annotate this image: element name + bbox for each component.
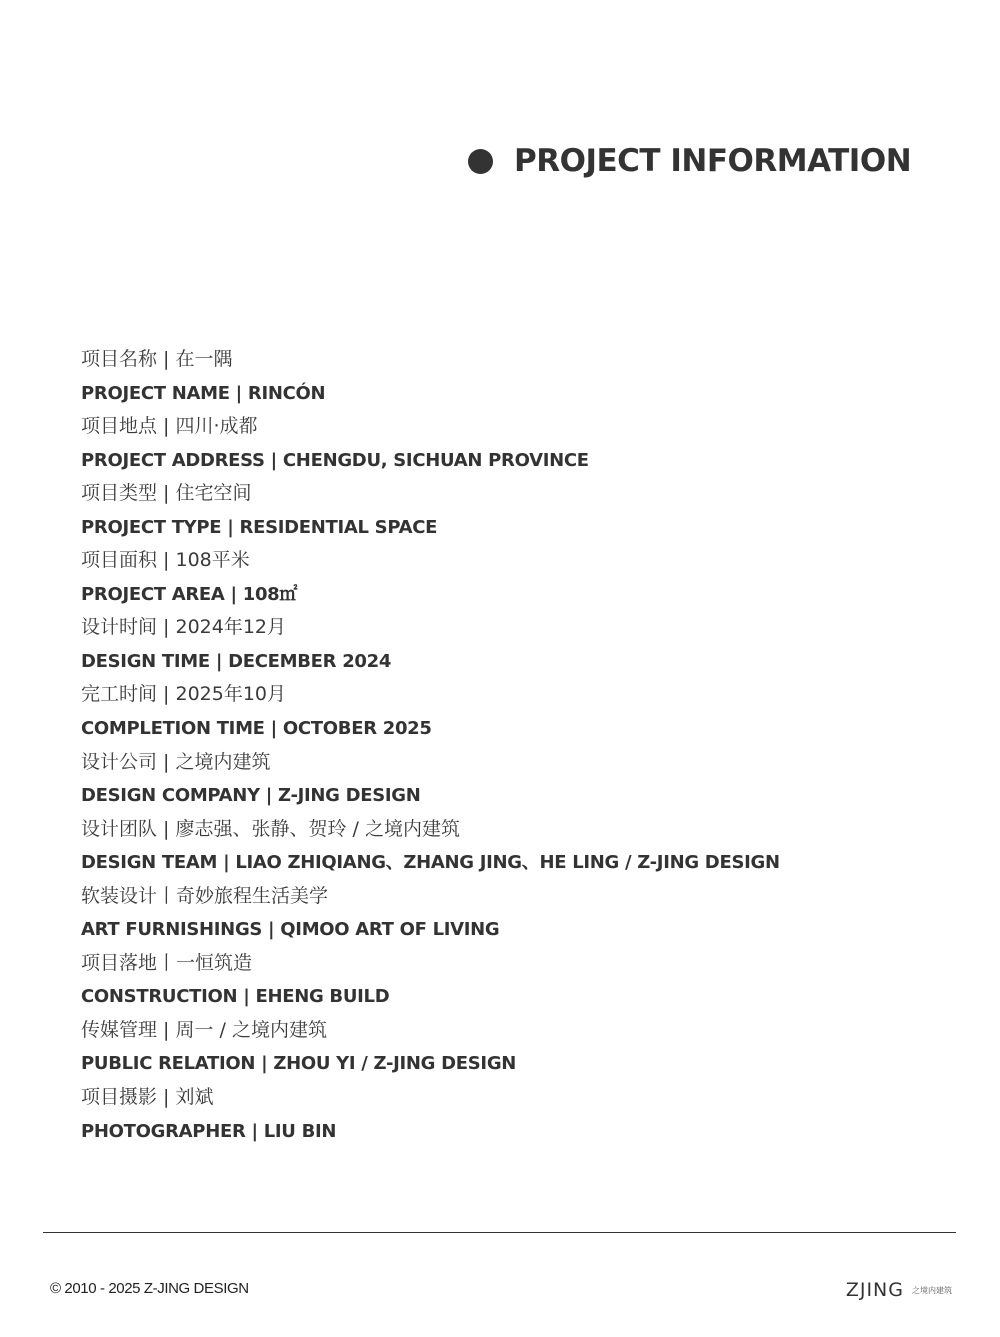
copyright-text: © 2010 - 2025 Z-JING DESIGN	[50, 1280, 249, 1297]
construction-zh: 项目落地丨一恒筑造	[81, 951, 253, 974]
completion-time-zh: 完工时间 | 2025年10月	[81, 683, 287, 706]
project-area-zh: 项目面积 | 108平米	[81, 549, 250, 572]
footer-divider	[43, 1232, 956, 1233]
project-name-zh: 项目名称 | 在一隅	[81, 348, 233, 370]
logo-mark: ZJING	[845, 1279, 904, 1301]
design-time-en: DESIGN TIME | DECEMBER 2024	[81, 650, 392, 672]
project-type-zh: 项目类型 | 住宅空间	[81, 482, 252, 505]
design-company-en: DESIGN COMPANY | Z-JING DESIGN	[81, 785, 421, 807]
photographer-en: PHOTOGRAPHER | LIU BIN	[81, 1120, 337, 1142]
design-company-zh: 设计公司 | 之境内建筑	[81, 750, 271, 773]
logo-chinese-text: 之境内建筑	[912, 1285, 952, 1295]
project-address-en: PROJECT ADDRESS | CHENGDU, SICHUAN PROVINCE	[81, 449, 589, 471]
photographer-zh: 项目摄影 | 刘斌	[81, 1086, 214, 1109]
design-time-zh: 设计时间 | 2024年12月	[81, 616, 287, 639]
design-team-zh: 设计团队 | 廖志强、张静、贺玲 / 之境内建筑	[81, 817, 460, 840]
completion-time-en: COMPLETION TIME | OCTOBER 2025	[81, 718, 432, 740]
bullet-dot-icon	[468, 149, 493, 174]
zjing-logo	[846, 1278, 952, 1302]
public-relation-en: PUBLIC RELATION | ZHOU YI / Z-JING DESIGN	[81, 1053, 517, 1075]
design-team-en: DESIGN TEAM | LIAO ZHIQIANG、ZHANG JING、HE LING / Z-JING DESIGN	[81, 852, 780, 874]
public-relation-zh: 传媒管理 | 周一 / 之境内建筑	[81, 1018, 327, 1041]
project-info-list	[81, 343, 961, 1148]
construction-en: CONSTRUCTION | EHENG BUILD	[81, 986, 390, 1008]
project-name-en: PROJECT NAME | RINCÓN	[81, 382, 326, 404]
art-furnishings-zh: 软装设计丨奇妙旅程生活美学	[81, 884, 329, 907]
project-type-en: PROJECT TYPE | RESIDENTIAL SPACE	[81, 516, 438, 538]
project-address-zh: 项目地点 | 四川·成都	[81, 415, 258, 438]
art-furnishings-en: ART FURNISHINGS | QIMOO ART OF LIVING	[81, 919, 500, 941]
project-area-en: PROJECT AREA | 108㎡	[81, 583, 298, 605]
page-title: PROJECT INFORMATION	[514, 143, 912, 179]
page-header	[468, 140, 911, 182]
